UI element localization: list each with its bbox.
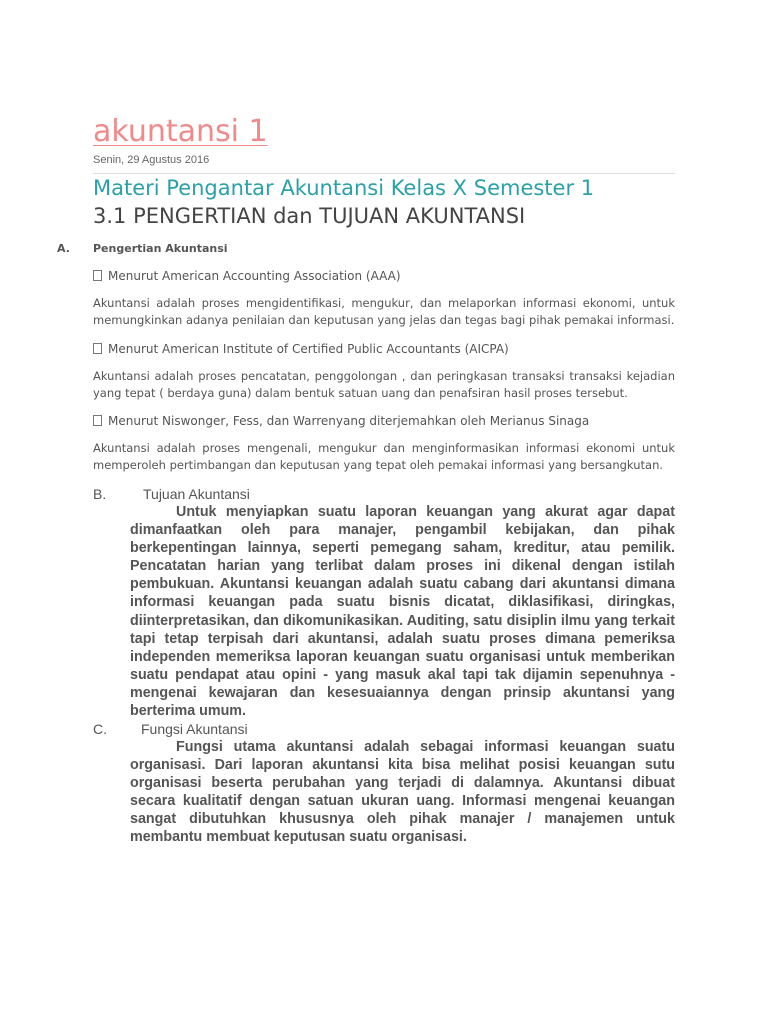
section-a-marker: A. [57,242,70,255]
section-c-text: Fungsi utama akuntansi adalah sebagai informasi keuangan suatu organisasi. Dari laporan akuntansi kita bisa melihat posisi keuangan sutu organisasi beserta perubahan yang terjadi di dalamnya. Akuntansi dibuat secara kualitatif dengan satuan ukuran uang. Informasi mengenai keuangan sangat dibutuhkan khususnya oleh pihak manajer / manajemen untuk membantu membuat keputusan suatu organisasi. [130,739,675,846]
section-a-heading: Pengertian Akuntansi [93,242,228,255]
blog-title-link[interactable]: akuntansi 1 [93,114,268,149]
definition-source-label: Menurut Niswonger, Fess, dan Warrenyang diterjemahkan oleh Merianus Sinaga [108,414,590,428]
section-c-heading: Fungsi Akuntansi [141,721,248,737]
square-bullet-icon [93,270,102,281]
section-heading: 3.1 PENGERTIAN dan TUJUAN AKUNTANSI [93,204,526,228]
square-bullet-icon [93,343,102,354]
definition-text-niswonger: Akuntansi adalah proses mengenali, mengukur dan menginformasikan informasi ekonomi untuk memperoleh pertimbangan dan keputusan yang tepat oleh pemakai informasi yang bersangkutan. [93,441,675,472]
section-b-marker: B. [93,486,107,502]
definition-source-label: Menurut American Accounting Association (AAA) [108,269,401,283]
section-b-heading: Tujuan Akuntansi [143,486,250,502]
square-bullet-icon [93,415,102,426]
section-c-marker: C. [93,721,107,737]
definition-source-label: Menurut American Institute of Certified Public Accountants (AICPA) [108,342,509,356]
definition-text-aicpa: Akuntansi adalah proses pencatatan, penggolongan , dan peringkasan transaksi transaksi kejadian yang tepat ( berdaya guna) dalam bentuk satuan uang dan penafsiran hasil proses tersebut. [93,369,675,400]
post-date: Senin, 29 Agustus 2016 [93,154,210,166]
definition-source-niswonger [93,413,589,429]
definition-text-aaa: Akuntansi adalah proses mengidentifikasi, mengukur, dan melaporkan informasi ekonomi, untuk memungkinkan adanya penilaian dan keputusan yang jelas dan tegas bagi pihak pemakai informasi. [93,296,675,327]
post-title: Materi Pengantar Akuntansi Kelas X Semester 1 [93,176,595,200]
definition-source-aicpa [93,341,509,357]
definition-source-aaa [93,268,401,284]
section-b-text: Untuk menyiapkan suatu laporan keuangan yang akurat agar dapat dimanfaatkan oleh para manajer, pengambil kebijakan, dan pihak berkepentingan lainnya, seperti pemegang saham, kreditur, atau pemilik. Pencatatan harian yang terlibat dalam proses ini dikenal dengan istilah pembukuan. Akuntansi keuangan adalah suatu cabang dari akuntansi dimana informasi keuangan pada suatu bisnis dicatat, diklasifikasi, diringkas, diinterpretasikan, dan dikomunikasikan. Auditing, satu disiplin ilmu yang terkait tapi tetap terpisah dari akuntansi, adalah suatu proses dimana pemeriksa independen memeriksa laporan keuangan suatu organisasi untuk memberikan suatu pendapat atau opini - yang masuk akal tapi tak dijamin sepenuhnya - mengenai kewajaran dan kesesuaiannya dengan prinsip akuntansi yang berterima umum. [130,504,675,720]
